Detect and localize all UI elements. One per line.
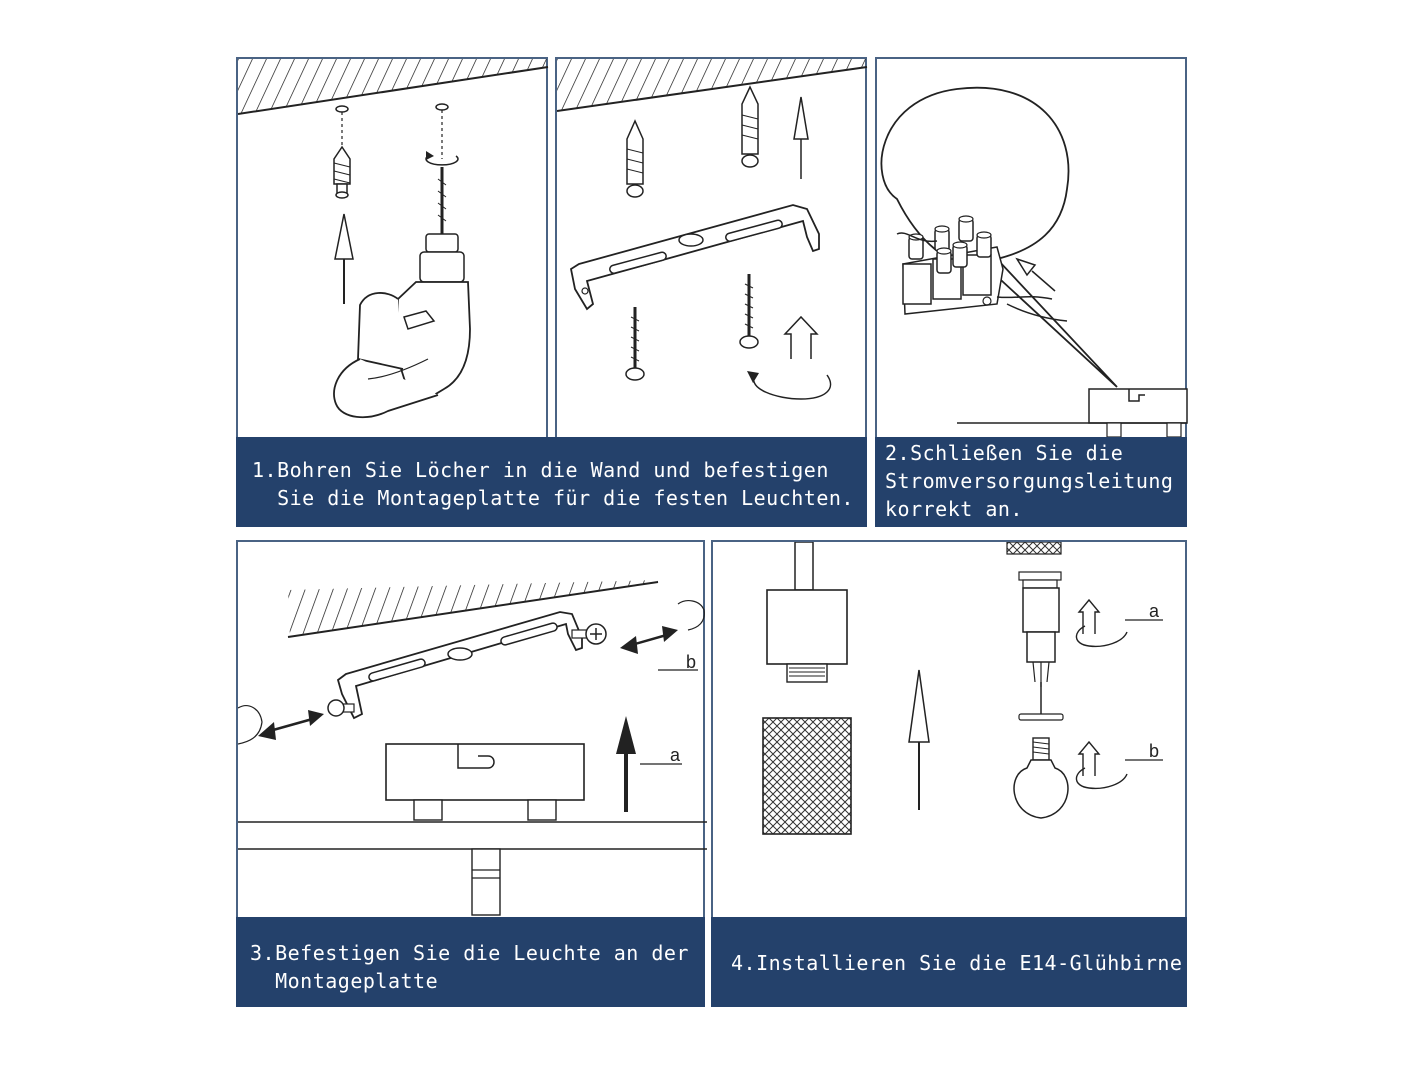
step1-caption-line2: Sie die Montageplatte für die festen Leuchten. <box>252 486 854 510</box>
step2-caption-line3: korrekt an. <box>885 497 1023 521</box>
screw-icon <box>626 307 644 380</box>
up-arrow-icon <box>909 670 929 810</box>
step1-caption <box>236 437 867 527</box>
wiring-illustration <box>877 59 1189 441</box>
bulb-label-a: a <box>1149 601 1160 621</box>
light-bulb-icon <box>1014 738 1068 818</box>
panel-drill-holes <box>236 57 548 439</box>
step3-caption <box>236 917 705 1007</box>
power-drill-icon <box>334 234 470 417</box>
double-arrow-icon <box>258 710 324 740</box>
step2-caption <box>875 437 1187 527</box>
screw-icon <box>740 274 758 348</box>
panel-attach-fixture <box>236 540 705 920</box>
step1-caption-line1: 1.Bohren Sie Löcher in die Wand und befestigen <box>252 458 829 482</box>
up-arrow-icon <box>616 716 636 812</box>
fixture-base-icon <box>957 389 1187 437</box>
hand-icon <box>238 706 262 744</box>
double-arrow-icon <box>620 626 678 654</box>
rotate-icon-a <box>1076 600 1163 646</box>
lamp-holder-icon <box>1007 542 1063 720</box>
wall-plug-icon <box>627 121 643 197</box>
rod-icon <box>472 849 500 915</box>
rotate-screw-icon <box>747 317 831 399</box>
step4-caption-line1: 4.Installieren Sie die E14-Glühbirne <box>731 951 1183 975</box>
label-b: b <box>686 652 697 672</box>
ceiling-hatch <box>557 59 867 111</box>
up-arrow-icon <box>335 214 353 304</box>
bracket-illustration <box>557 59 869 441</box>
step3-caption-line2: Montageplatte <box>250 969 439 993</box>
ceiling-hatch <box>238 59 548 114</box>
attach-illustration <box>238 542 707 922</box>
step3-caption-line1: 3.Befestigen Sie die Leuchte an der <box>250 941 689 965</box>
step2-caption-line1: 2.Schließen Sie die <box>885 441 1124 465</box>
lamp-socket-icon <box>767 542 847 682</box>
panel-install-bulb <box>711 540 1187 920</box>
mounting-bracket-icon <box>338 612 582 718</box>
mounting-bracket-icon <box>571 205 819 309</box>
bulb-label-b: b <box>1149 741 1160 761</box>
hand-icon <box>678 601 704 630</box>
panel-wiring <box>875 57 1187 439</box>
drill-illustration <box>238 59 550 441</box>
fixture-base-icon <box>386 744 584 820</box>
label-a: a <box>670 745 681 765</box>
rotate-icon-b <box>1076 741 1163 788</box>
step4-caption <box>711 917 1187 1007</box>
wall-plug-icon <box>334 147 350 198</box>
panel-mount-bracket <box>555 57 867 439</box>
step2-caption-line2: Stromversorgungsleitung <box>885 469 1174 493</box>
wall-plug-icon <box>742 87 758 167</box>
bulb-illustration <box>713 542 1189 922</box>
mesh-shade-icon <box>763 718 851 834</box>
up-arrow-icon <box>794 97 808 179</box>
